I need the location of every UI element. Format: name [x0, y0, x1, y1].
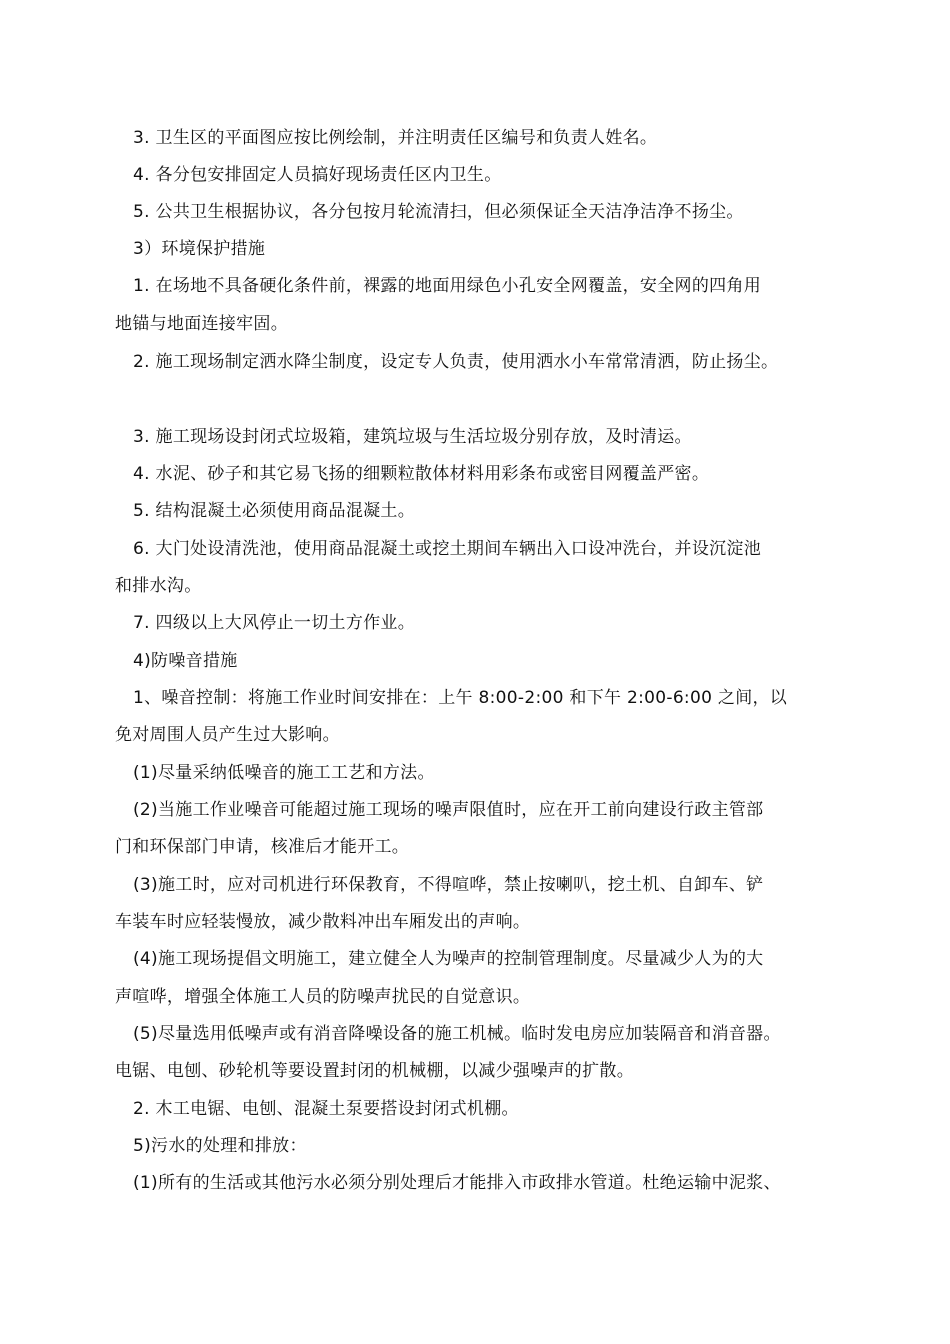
paragraph-line: (1)尽量采纳低噪音的施工工艺和方法。: [133, 763, 435, 783]
section-heading: 3）环境保护措施: [133, 239, 266, 259]
section-heading: 5)污水的处理和排放：: [133, 1136, 307, 1156]
paragraph-line: 4. 水泥、砂子和其它易飞扬的细颗粒散体材料用彩条布或密目网覆盖严密。: [133, 464, 710, 484]
paragraph-line: 1、噪音控制：将施工作业时间安排在：上午 8:00-2:00 和下午 2:00-6:00 之间，以: [133, 688, 788, 708]
paragraph-line: 2. 木工电锯、电刨、混凝土泵要搭设封闭式机棚。: [133, 1099, 519, 1119]
paragraph-line: 3. 卫生区的平面图应按比例绘制，并注明责任区编号和负责人姓名。: [133, 128, 658, 148]
paragraph-line: 地锚与地面连接牢固。: [115, 314, 288, 334]
paragraph-line: 门和环保部门申请，核准后才能开工。: [115, 837, 410, 857]
paragraph-line: 和排水沟。: [115, 576, 202, 596]
paragraph-line: 4. 各分包安排固定人员搞好现场责任区内卫生。: [133, 165, 502, 185]
paragraph-line: 车装车时应轻装慢放，减少散料冲出车厢发出的声响。: [115, 912, 531, 932]
paragraph-line: (3)施工时，应对司机进行环保教育，不得喧哗，禁止按喇叭，挖土机、自卸车、铲: [133, 875, 764, 895]
paragraph-line: 声喧哗，增强全体施工人员的防噪声扰民的自觉意识。: [115, 987, 531, 1007]
paragraph-line: 电锯、电刨、砂轮机等要设置封闭的机械棚，以减少强噪声的扩散。: [115, 1061, 634, 1081]
paragraph-line: 免对周围人员产生过大影响。: [115, 725, 340, 745]
paragraph-line: (5)尽量选用低噪声或有消音降噪设备的施工机械。临时发电房应加装隔音和消音器。: [133, 1024, 781, 1044]
paragraph-line: 7. 四级以上大风停止一切土方作业。: [133, 613, 416, 633]
paragraph-line: (2)当施工作业噪音可能超过施工现场的噪声限值时，应在开工前向建设行政主管部: [133, 800, 764, 820]
paragraph-line: 1. 在场地不具备硬化条件前，裸露的地面用绿色小孔安全网覆盖，安全网的四角用: [133, 276, 762, 296]
paragraph-line: 6. 大门处设清洗池，使用商品混凝土或挖土期间车辆出入口设冲洗台，并设沉淀池: [133, 539, 762, 559]
paragraph-line: (4)施工现场提倡文明施工，建立健全人为噪声的控制管理制度。尽量减少人为的大: [133, 949, 764, 969]
paragraph-line: 2. 施工现场制定洒水降尘制度，设定专人负责，使用洒水小车常常清洒，防止扬尘。: [133, 352, 779, 372]
paragraph-line: (1)所有的生活或其他污水必须分别处理后才能排入市政排水管道。杜绝运输中泥浆、: [133, 1173, 781, 1193]
paragraph-line: 5. 结构混凝土必须使用商品混凝土。: [133, 501, 416, 521]
paragraph-line: 3. 施工现场设封闭式垃圾箱，建筑垃圾与生活垃圾分别存放，及时清运。: [133, 427, 692, 447]
paragraph-line: 5. 公共卫生根据协议，各分包按月轮流清扫，但必须保证全天洁净洁净不扬尘。: [133, 202, 744, 222]
section-heading: 4)防噪音措施: [133, 651, 238, 671]
